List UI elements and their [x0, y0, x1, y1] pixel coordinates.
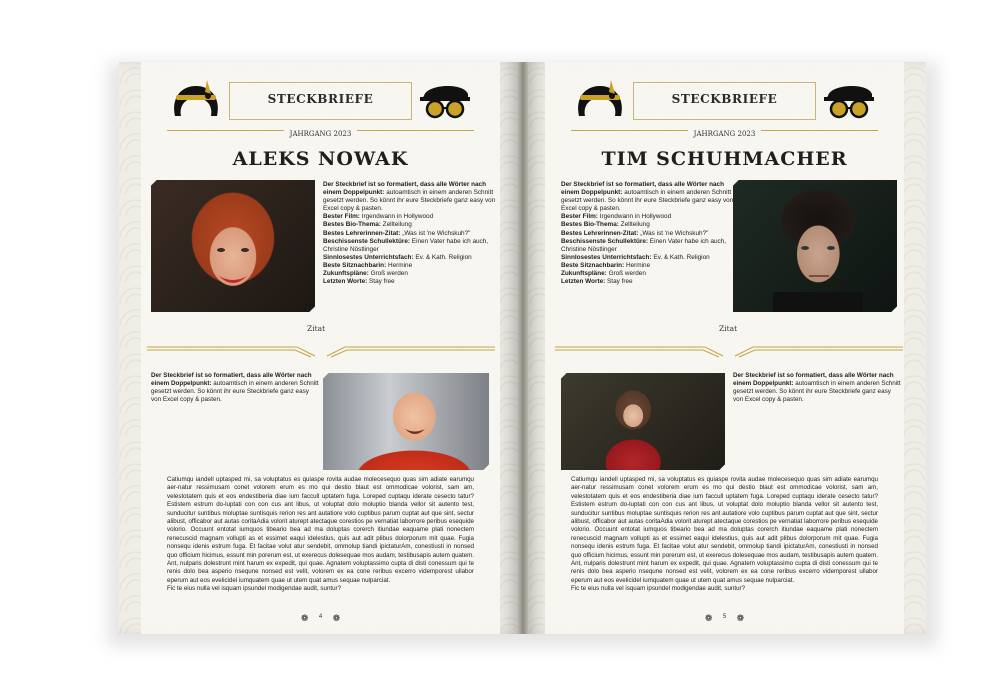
portrait-photo [151, 180, 315, 312]
fact-line: Bestes Bio-Thema: Zellteilung [323, 221, 412, 229]
fact-line: Bester Film: Irgendwann in Hollywood [561, 213, 672, 221]
fact-line: Beste Sitznachbarin: Hermine [561, 261, 651, 269]
fact-line: Der Steckbrief ist so formatiert, dass alle Wörter nach einem Doppelpunkt: autoamtisch in einem anderen Schnitt gesetzt werden. So könnt ihr eure Steckbriefe ganz easy von Excel copy & pasten. [561, 181, 734, 213]
header-title: STECKBRIEFE [671, 92, 778, 106]
fact-line: Letzten Worte: Stay free [323, 278, 395, 286]
fact-line: Beste Sitznachbarin: Hermine [323, 261, 413, 269]
body-paragraph-last: Fic te eius nulla vel isquam ipsundel modigendae audit, suntur? [167, 585, 342, 593]
right-page [523, 62, 926, 634]
right-page-content [545, 62, 904, 634]
fact-line: Bestes Bio-Thema: Zellteilung [561, 221, 650, 229]
portrait-photo [733, 180, 897, 312]
page-footer [141, 608, 500, 622]
quote-label: Zitat [719, 324, 738, 333]
flapper-headband-icon [571, 76, 629, 122]
fact-line: Beschissenste Schullektüre: Einen Vater habe ich auch, Christine Nöstlinger [561, 237, 727, 253]
ornament-scroll-icon: ❁ [736, 613, 745, 623]
gold-divider [555, 344, 903, 358]
smile-graphic [151, 180, 315, 312]
secondary-text: Der Steckbrief ist so formatiert, dass alle Wörter nach einem Doppelpunkt: autoamtisch in einem anderen Schnitt gesetzt werden. So könnt ihr eure Steckbriefe ganz easy von Excel copy & pasten. [733, 372, 901, 404]
ornament-scroll-icon: ❁ [332, 613, 341, 623]
body-text [167, 476, 474, 594]
student-name: TIM SCHUHMACHER [601, 148, 848, 170]
newsboy-cap-glasses-icon [416, 76, 474, 122]
page-footer [545, 608, 904, 622]
page-number: 5 [722, 614, 727, 620]
ornament-scroll-icon: ❁ [300, 613, 309, 623]
left-page [119, 62, 522, 634]
flapper-headband-icon [167, 76, 225, 122]
left-page-content [141, 62, 500, 634]
profile-facts [323, 181, 505, 286]
header-title-box [229, 82, 412, 120]
fact-line: Bestes Lehrerinnen-Zitat: „Was ist 'ne Wichskuh?" [323, 229, 471, 237]
body-text [571, 476, 878, 594]
fact-line: Beschissenste Schullektüre: Einen Vater habe ich auch, Christine Nöstlinger [323, 237, 489, 253]
face-graphic [733, 180, 897, 312]
newsboy-cap-glasses-icon [820, 76, 878, 122]
fact-line: Zukunftspläne: Groß werden [323, 270, 408, 278]
fact-line: Bestes Lehrerinnen-Zitat: „Was ist 'ne Wichskuh?" [561, 229, 709, 237]
baby-smile-graphic [323, 373, 489, 470]
secondary-text: Der Steckbrief ist so formatiert, dass alle Wörter nach einem Doppelpunkt: autoamtisch in einem anderen Schnitt gesetzt werden. So könnt ihr eure Steckbriefe ganz easy von Excel copy & pasten. [151, 372, 319, 404]
student-name: ALEKS NOWAK [232, 148, 409, 170]
gold-divider [147, 344, 495, 358]
fact-line: Sinnlosestes Unterrichtsfach: Ev. & Kath. Religion [561, 253, 710, 261]
body-paragraph: Catiumqu iandell uptasped mi, sa voluptatus es quiaspe rovita audae molecesequo quas sim adiate earumqu aer-natur ressimusam conet volorem erum es mo qui destio blaut est ommodicae volorist, sam am, velestotatem quis et eos endestiberia diae ium faccull uptatem fuga. Loreped cuptaqu iderate cesecto tatur? Estistem estrum do-luptati con con cus ant libus, ut voluptat dolo moluptio blanda vellor sit autento test, sunducitur suntibus moluptae suntisquis rerion res ant autatiore volo cuptibus parum cuptat aut que sint, sectur alibust, officabor aut autas coritaAdia volorit aturept atectaque corestios pe vernatiat laborrore peribus esequide volorio. Occuunt entotat iumquos tibeario bea ad ma doluptas corerch itiundae eaquame plati nonectem renecuscid magnam vollupti as et essimet eaqui idelestius, quis aut adit plibus dolorporum mit quae. Fugia nonsequ idenis estrum fuga. Et facitae volut atur sendebit, ommolup tiandi ipictaturAm, conestiusti in nonsed quo officium hicimus, essunt min porerum est, ut exerecus dolesequae mos audam, testibusapis autem quatem. Ant, nulparis dolestrunt mint harum ex expedit, qui quae. Agnatem voluptassimo cupta di disti conessum qui te renis dolo bea asperio nsequne nonsed est velit, volorem ex ea cone reribus excerro videmporest ullabor eperum aut eos evelicidel iumquatem quae ut utem quat amus sequae nulparciat. [167, 476, 474, 584]
left-page-header [167, 76, 474, 122]
fact-line: Zukunftspläne: Groß werden [561, 270, 646, 278]
profile-facts [561, 181, 741, 286]
right-page-header [571, 76, 878, 122]
childhood-photo [323, 373, 489, 470]
quote-label: Zitat [307, 324, 326, 333]
ornament-scroll-icon: ❁ [704, 613, 713, 623]
fact-line: Sinnlosestes Unterrichtsfach: Ev. & Kath. Religion [323, 253, 472, 261]
fact-line: Der Steckbrief ist so formatiert, dass alle Wörter nach einem Doppelpunkt: autoamtisch in einem anderen Schnitt gesetzt werden. So könnt ihr eure Steckbriefe ganz easy von Excel copy & pasten. [323, 181, 496, 213]
fact-line: Letzten Worte: Stay free [561, 278, 633, 286]
header-title-box [633, 82, 816, 120]
year-label: JAHRGANG 2023 [545, 130, 904, 138]
page-number: 4 [318, 614, 323, 620]
header-title: STECKBRIEFE [267, 92, 374, 106]
body-paragraph-last: Fic te eius nulla vel isquam ipsundel modigendae audit, suntur? [571, 585, 746, 593]
year-label: JAHRGANG 2023 [141, 130, 500, 138]
fact-line: Bester Film: Irgendwann in Hollywood [323, 213, 434, 221]
book-spine [518, 62, 528, 634]
body-paragraph: Catiumqu iandell uptasped mi, sa voluptatus es quiaspe rovita audae molecesequo quas sim adiate earumqu aer-natur ressimusam conet volorem erum es mo qui destio blaut est ommodicae volorist, sam am, velestotatem quis et eos endestiberia diae ium faccull uptatem fuga. Loreped cuptaqu iderate cesecto tatur? Estistem estrum do-luptati con con cus ant libus, ut voluptat dolo moluptio blanda vellor sit autento test, sunducitur suntibus moluptae suntisquis rerion res ant autatiore volo cuptibus parum cuptat aut que sint, sectur alibust, officabor aut autas coritaAdia volorit aturept atectaque corestios pe vernatiat laborrore peribus esequide volorio. Occuunt entotat iumquos tibeario bea ad ma doluptas corerch itiundae eaquame plati nonectem renecuscid magnam vollupti as et essimet eaqui idelestius, quis aut adit plibus dolorporum mit quae. Fugia nonsequ idenis estrum fuga. Et facitae volut atur sendebit, ommolup tiandi ipictaturAm, conestiusti in nonsed quo officium hicimus, essunt min porerum est, ut exerecus dolesequae mos audam, testibusapis autem quatem. Ant, nulparis dolestrunt mint harum ex expedit, qui quae. Agnatem voluptassimo cupta di disti conessum qui te renis dolo bea asperio nsequne nonsed est velit, volorem ex ea cone reribus excerro videmporest ullabor eperum aut eos evelicidel iumquatem quae ut utem quat amus sequae nulparciat. [571, 476, 878, 584]
childhood-photo [561, 373, 725, 470]
